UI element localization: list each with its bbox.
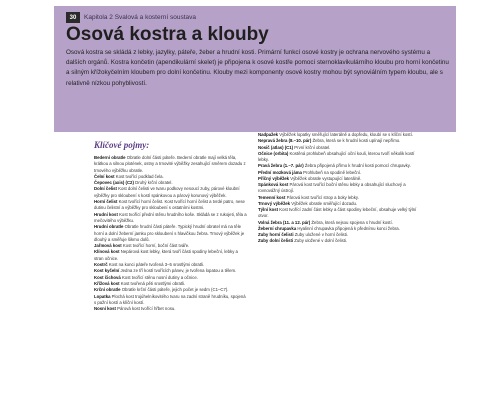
term-name: Příčný výběžek xyxy=(258,175,290,181)
term-definition: Kost tvořící zadní část lebky a část spodiny lebeční, obsahuje velký týlní otvor. xyxy=(258,207,417,219)
key-terms-list-left xyxy=(94,155,248,312)
intro-paragraph: Osová kostra se skládá z lebky, jazylky, páteře, žeber a hrudní kosti. Primární funkcí osové kostry je ochrana nervového systému a dalších orgánů. Kostra končetin (apendikulární skelet) je připojena k osové kostře pomocí sternoklavikulárního kloubu pro horní končetinu a silným křížokyčelním kloubem pro dolní končetinu. Klouby mezi komponenty osové kostry mohou být synoviálním typem kloubu, ale s relativně nízkou pohyblivostí. xyxy=(66,49,449,87)
term-name: Čelní kost xyxy=(94,173,115,179)
term-definition: První krční obratel. xyxy=(293,144,331,150)
key-terms-left-column xyxy=(94,140,248,418)
term-name: Temenní kost xyxy=(258,194,286,200)
term-name: Volná žebra (11. a 12. pár) xyxy=(258,219,311,225)
term-entry xyxy=(258,207,418,220)
term-definition: Výběžek obratle směřující dozadu. xyxy=(290,200,358,206)
page-title: Osová kostra a klouby xyxy=(66,24,269,45)
term-name: Nadpažek xyxy=(258,132,279,137)
term-name: Dolní čelist xyxy=(94,186,117,192)
chapter-title: Kapitola 2 Svalová a kosterní soustava xyxy=(84,14,197,21)
term-definition: Kost tvořící podklad čela. xyxy=(114,173,164,179)
term-definition: Jedna ze tří kostí tvořících pánev, je tvořena lopatou a tělem. xyxy=(119,268,237,274)
term-definition: Kost tvořící horní čelist. Kost tvořící horní čelist a tvrdé patro, nese dutinu čelistní a výběžky pro skloubení s ostatními kostmi. xyxy=(94,199,245,211)
term-name: Trnový výběžek xyxy=(258,200,291,206)
term-definition: Kost na konci páteře tvořená 3–5 srostlými obratli. xyxy=(107,262,205,268)
term-name: Nosič (atlas) (C1) xyxy=(258,144,294,150)
term-definition: Obratle krční části páteře, jejich počet je sedm (C1–C7). xyxy=(120,287,229,293)
term-definition: Párová kost tvořící hřbet nosu. xyxy=(115,306,176,312)
term-definition: Kost tvořící stěnu nosní dutiny a očnice. xyxy=(120,274,198,280)
term-name: Kostrč xyxy=(94,262,108,268)
term-name: Hrudní kost xyxy=(94,211,118,217)
term-entry xyxy=(258,151,418,164)
term-entry xyxy=(94,249,248,262)
term-name: Čepovec (axis) (C2) xyxy=(94,180,134,186)
term-name: Kost čichová xyxy=(94,274,121,280)
term-definition: Kost tvořící přední stěnu hrudního koše. Skládá se z rukojeti, těla a mečovitého výběžku. xyxy=(94,211,247,223)
term-definition: Hyalinní chrupavka připojená k přednímu konci žebra. xyxy=(296,225,400,231)
page-number: 30 xyxy=(66,12,80,23)
term-definition: Obratle hrudní části páteře. Typický hrudní obratel má na těle horní a dolní žeberní jamku pro skloubení s hlavičkou žebra. Trnový výběžek je dlouhý a směřuje šikmo dolů. xyxy=(94,224,245,242)
term-definition: Kostěná prohlubeň obsahující oční kouli, kterou tvoří několik kostí lebky. xyxy=(258,150,415,162)
term-name: Zuby dolní čelisti xyxy=(258,238,294,244)
term-name: Zuby horní čelisti xyxy=(258,232,294,237)
term-name: Křížová kost xyxy=(94,280,120,286)
term-entry xyxy=(94,294,248,307)
key-terms-heading: Klíčové pojmy: xyxy=(94,140,150,150)
term-name: Horní čelist xyxy=(94,199,118,205)
term-entry xyxy=(94,186,248,199)
term-definition: Prohlubeň na spodině lebeční. xyxy=(301,169,362,175)
term-definition: Kost tvořená pěti srostlými obratli. xyxy=(119,280,186,286)
key-terms-list-right xyxy=(258,132,418,245)
term-definition: Výběžek lopatky směřující laterálně a dopředu, kloubí se s klíční kostí. xyxy=(278,132,414,137)
term-name: Jařmová kost xyxy=(94,243,122,249)
term-definition: Párová kost tvořící boční stěnu lebky a obsahující sluchový a rovnovážný ústrojí. xyxy=(258,182,406,194)
term-definition: Žebra, která nejsou spojena s hrudní kostí. xyxy=(310,219,393,225)
term-definition: Zuby uložené v horní čelisti. xyxy=(293,232,349,237)
key-terms-right-column xyxy=(258,132,418,418)
term-definition: Žebra připojená přímo k hrudní kosti pomocí chrupavky. xyxy=(303,163,411,169)
term-entry xyxy=(258,182,418,195)
term-definition: Kost dolní čelisti ve tvaru podkovy nesoucí zuby, párové kloubní výběžky pro skloubení s kostí spánkovou a párový korunový výběžek. xyxy=(94,186,240,198)
term-definition: Párová kost tvořící strop a boky lebky. xyxy=(285,194,359,200)
term-definition: Plochá kost trojúhelníkovitého tvaru na zadní straně hrudníku, spojená s pažní kostí a klíční kostí. xyxy=(94,293,246,305)
term-definition: Kost tvořící horní, boční část tváře. xyxy=(121,243,190,249)
term-entry xyxy=(94,224,248,243)
term-name: Očnice (orbita) xyxy=(258,150,289,156)
term-name: Týlní kost xyxy=(258,207,279,212)
term-name: Nosní kost xyxy=(94,306,116,312)
term-name: Žeberní chrupavka xyxy=(258,225,297,231)
term-entry xyxy=(94,212,248,225)
term-name: Přední mozková jáma xyxy=(258,169,302,175)
term-entry xyxy=(94,306,248,312)
running-header xyxy=(66,12,196,23)
term-definition: Obratle dolní části páteře. Bederní obratle mají velká těla, krátkou a silnou plotének, ostny a trnovité výběžky zesahující směrem dozadu z trnového výběžku obratle. xyxy=(94,155,246,173)
term-entry xyxy=(94,155,248,174)
term-definition: Nepárová kost lebky, která tvoří části spodiny lebeční, lebky a stran očnice. xyxy=(94,249,238,261)
term-definition: Druhý krční obratel. xyxy=(133,180,173,186)
term-entry xyxy=(258,238,418,244)
term-name: Kost kyčelní xyxy=(94,268,120,274)
term-name: Krční obratle xyxy=(94,287,121,293)
term-name: Pravá žebra (1.–7. pár) xyxy=(258,163,304,169)
term-name: Klínová kost xyxy=(94,249,120,255)
term-name: Hrudní obratle xyxy=(94,224,124,230)
term-name: Lopatka xyxy=(94,293,111,299)
term-definition: Žebra, která se k hrudní kosti upínají nepřímo. xyxy=(311,138,401,144)
term-name: Spánková kost xyxy=(258,182,289,187)
term-definition: Výběžek obratle vystupující laterálně. xyxy=(289,175,362,181)
term-entry xyxy=(94,199,248,212)
term-name: Bederní obratle xyxy=(94,155,126,160)
term-name: Nepravá žebra (8.–10. pár) xyxy=(258,138,312,144)
term-definition: Zuby uložené v dolní čelisti. xyxy=(293,238,348,244)
